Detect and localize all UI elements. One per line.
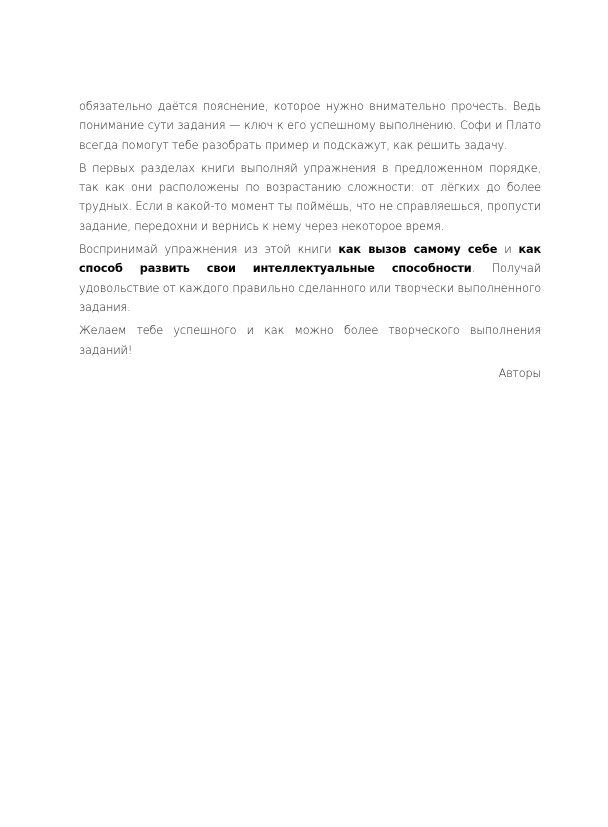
signature-authors: Авторы bbox=[498, 366, 541, 380]
paragraph-explanation: обязательно даётся пояснение, которое нужно внимательно прочесть. Ведь понимание сути задания — ключ к его успешному выполнению. Софи и Плато всегда помогут тебе разобрать пример и подскажут, как решить задачу. bbox=[79, 100, 541, 152]
challenge-text-start: Воспринимай упражнения из этой книги bbox=[79, 243, 339, 257]
challenge-bold-phrase-2: как способ развить свои интеллектуальные способности bbox=[79, 243, 541, 276]
challenge-text-end: . Получай удовольствие от каждого правильно сделанного или творчески выполненного задания. bbox=[79, 262, 541, 314]
challenge-text-and: и bbox=[497, 243, 519, 257]
paragraph-wishes: Желаем тебе успешного и как можно более творческого выполнения заданий! bbox=[79, 324, 541, 357]
challenge-bold-phrase-1: как вызов самому себе bbox=[338, 243, 498, 257]
paragraph-challenge bbox=[79, 240, 541, 317]
page-text-block bbox=[79, 97, 541, 383]
paragraph-order: В первых разделах книги выполняй упражнения в предложенном порядке, так как они расположены по возрастанию сложности: от лёгких до более трудных. Если в какой-то момент ты поймёшь, что не справляешься, пропусти задание, передохни и вернись к нему через некоторое время. bbox=[79, 161, 541, 233]
